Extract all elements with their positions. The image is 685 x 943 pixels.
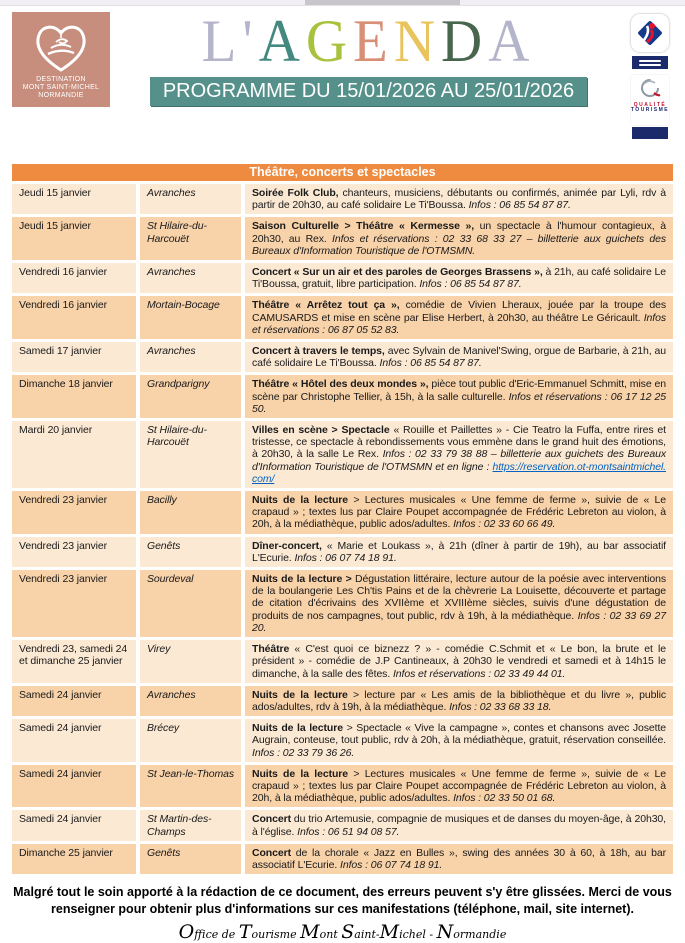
- event-description: [245, 375, 673, 418]
- event-date: Samedi 24 janvier: [12, 810, 136, 840]
- event-description: [245, 640, 673, 683]
- event-location: Avranches: [140, 686, 241, 716]
- event-text-segment: Infos : 06 85 54 87 87.: [419, 278, 522, 291]
- event-row: [12, 810, 673, 840]
- event-text-segment: Concert à travers le temps,: [252, 345, 385, 358]
- qualite-tourisme-logo: [631, 75, 669, 125]
- disclaimer-text: Malgré tout le soin apporté à la rédaction de ce document, des erreurs peuvent s'y être glissées. Merci de vous renseigner pour obtenir plus d'informations sur ces manifestations (téléphone, mail, site internet).: [13, 885, 672, 917]
- event-date: Jeudi 15 janvier: [12, 217, 136, 260]
- event-row: [12, 570, 673, 637]
- page-header: [0, 0, 685, 139]
- event-location: Avranches: [140, 342, 241, 372]
- event-text-segment: Infos : 06 85 54 87 87.: [379, 357, 482, 370]
- event-location: St Hilaire-du-Harcouët: [140, 421, 241, 488]
- event-text-segment: avec Sylvain de Manivel'Swing, orgue de Barbarie, à 21h, au café solidaire Le Ti'Boussa.: [252, 345, 666, 370]
- event-text-segment: Infos : 06 51 94 08 57.: [297, 825, 400, 838]
- destination-mont-saint-michel-logo: [12, 12, 110, 107]
- title-letter: E: [353, 8, 394, 75]
- event-location: Genêts: [140, 537, 241, 567]
- event-text-segment: Infos et réservations : 06 17 12 25 50.: [252, 390, 666, 415]
- event-date: Vendredi 23 janvier: [12, 570, 136, 637]
- event-text-segment: Infos et réservations : 02 33 49 44 01.: [392, 667, 566, 680]
- event-location: St Martin-des-Champs: [140, 810, 241, 840]
- event-location: Virey: [140, 640, 241, 683]
- title-letter: G: [305, 8, 354, 75]
- event-row: [12, 263, 673, 293]
- event-row: [12, 296, 673, 339]
- title-letter: L: [201, 8, 243, 75]
- event-text-segment: Théâtre: [252, 643, 290, 656]
- event-text-segment: Infos : 06 85 54 87 87.: [468, 199, 571, 212]
- event-text-segment: Dégustation littéraire, lecture autour de la poésie avec interventions de la boulangerie Les Ch'tis Pains et de la chèvrerie La Louisette, découverte et partage de citation d'écrivains des XVIIème et XVIIIème siècles, suivis d'une dégustation de produits de nos campagnes, tout public, rdv à 19h, à la médiathèque.: [252, 573, 666, 622]
- event-location: Grandparigny: [140, 375, 241, 418]
- event-text-segment: > lecture par « Les amis de la bibliothèque et du livre », public ados/adultes, rdv à 19h, à la médiathèque.: [252, 688, 666, 713]
- event-text-segment: Infos : 02 33 68 33 18.: [449, 700, 552, 713]
- event-description: [245, 184, 673, 214]
- event-description: [245, 342, 673, 372]
- title-letter: D: [441, 8, 489, 75]
- event-text-segment: > Lectures musicales « Une femme de ferme », suivie de « Le crapaud » ; textes lus par Claire Poupet accompagnée de Frédéric Lebreton au violon, à 20h, à la médiathèque, public ados/adultes.: [252, 767, 666, 805]
- event-description: [245, 719, 673, 762]
- event-row: [12, 217, 673, 260]
- event-text-segment: Dîner-concert,: [252, 539, 322, 552]
- event-text-segment: un spectacle à l'humour contagieux, à 20h30, au Rex.: [252, 220, 666, 245]
- event-row: [12, 375, 673, 418]
- event-date: Vendredi 23 janvier: [12, 537, 136, 567]
- programme-banner: PROGRAMME DU 15/01/2026 AU 25/01/2026: [150, 77, 587, 106]
- event-description: [245, 765, 673, 808]
- event-row: [12, 491, 673, 534]
- event-description: [245, 686, 673, 716]
- title-letter: N: [393, 8, 442, 75]
- event-location: Mortain-Bocage: [140, 296, 241, 339]
- event-description: [245, 296, 673, 339]
- title-letter: A: [488, 8, 536, 75]
- event-location: Avranches: [140, 184, 241, 214]
- event-date: Samedi 24 janvier: [12, 686, 136, 716]
- event-date: Vendredi 16 janvier: [12, 296, 136, 339]
- heart-mont-icon: [30, 18, 92, 74]
- title-letter: A: [258, 8, 306, 75]
- events-table-body: [12, 184, 673, 874]
- event-text-segment: Nuits de la lecture: [252, 688, 348, 701]
- event-text-segment: pièce tout public d'Eric-Emmanuel Schmitt, mise en scène par Christophe Tellier, à 15h, à la salle culturelle.: [252, 378, 666, 403]
- event-description: [245, 491, 673, 534]
- event-row: [12, 765, 673, 808]
- event-location: St Jean-le-Thomas: [140, 765, 241, 808]
- event-date: Jeudi 15 janvier: [12, 184, 136, 214]
- section-title: Théâtre, concerts et spectacles: [12, 164, 673, 181]
- event-text-segment: Infos et réservations : 02 33 68 33 27 – billetterie aux guichets des Bureaux d'Information Touristique de l'OTMSMN.: [252, 232, 666, 257]
- event-text-segment: Soirée Folk Club,: [252, 187, 339, 199]
- event-text-segment: Concert « Sur un air et des paroles de Georges Brassens »,: [252, 266, 543, 279]
- event-text-segment: Infos : 02 33 79 38 88 – billetterie aux guichets des Bureaux d'Information Touristique de l'OTMSMN et en ligne :: [252, 448, 666, 473]
- event-text-segment: à 21h, au café solidaire Le Ti'Boussa, gratuit, libre participation.: [252, 266, 666, 291]
- event-text-segment: > Spectacle « Vive la campagne », contes et chansons avec Josette Augrain, conteuse, tout public, rdv à 20h, à la médiathèque, gratuit, réservation conseillée.: [252, 722, 666, 747]
- event-row: [12, 844, 673, 874]
- engagement-label: [632, 56, 668, 69]
- event-text-segment: Infos : 02 33 50 01 68.: [453, 792, 556, 805]
- office-tourisme-france-icon: [631, 14, 669, 52]
- event-date: Vendredi 23 janvier: [12, 491, 136, 534]
- event-description: [245, 537, 673, 567]
- event-text-segment: de la chorale « Jazz en Bulles », swing des années 30 à 60, à 18h, au bar associatif L'Ecurie.: [252, 846, 666, 871]
- event-text-segment: « Rouille et Paillettes » - Cie Teatro la Fuffa, entre rires et tristesse, ce spectacle à rebondissements vous emmène dans le grand huit des émotions, à 20h30, à la salle Le Rex.: [252, 424, 666, 461]
- event-text-segment: Concert: [252, 846, 291, 859]
- event-row: [12, 342, 673, 372]
- event-text-segment: Infos : 06 07 74 18 91.: [340, 858, 443, 871]
- logo-line-3: NORMANDIE: [38, 92, 84, 99]
- certification-logos: [627, 14, 673, 139]
- event-date: Dimanche 25 janvier: [12, 844, 136, 874]
- event-date: Vendredi 16 janvier: [12, 263, 136, 293]
- event-text-segment: Villes en scène > Spectacle: [252, 424, 390, 437]
- qualite-text: QUALITÉ: [633, 102, 667, 108]
- event-location: Brécey: [140, 719, 241, 762]
- event-date: Dimanche 18 janvier: [12, 375, 136, 418]
- event-location: Sourdeval: [140, 570, 241, 637]
- event-text-segment: « C'est quoi ce biznezz ? » - comédie C.Schmit et « Le bon, la brute et le président » - comédie de J.P Cantineaux, à 20h30 le vendredi et samedi et à 14h15 le dimanche, à la salle des fêtes.: [252, 643, 666, 680]
- event-description: [245, 570, 673, 637]
- event-location: Avranches: [140, 263, 241, 293]
- event-row: [12, 640, 673, 683]
- signature: Ofice de Tourisme Mont Saint-Michel - Normandie: [178, 921, 507, 943]
- event-date: Samedi 17 janvier: [12, 342, 136, 372]
- event-description: [245, 263, 673, 293]
- event-description: [245, 810, 673, 840]
- event-text-segment: comédie de Vivien Lheraux, jouée par la troupe des CAMUSARDS et mise en scène par Elise Herbert, à 20h30, au théâtre Le Géricault.: [252, 299, 666, 324]
- event-row: [12, 421, 673, 488]
- event-text-segment: Théâtre « Hôtel des deux mondes »,: [252, 378, 429, 391]
- event-text-segment: Théâtre « Arrêtez tout ça »,: [252, 299, 400, 312]
- title-letter: ': [242, 8, 259, 75]
- qualite-q-icon: [636, 75, 664, 103]
- navy-footer-block: [632, 127, 668, 139]
- event-text-segment: « Marie et Loukass », à 21h (dîner à partir de 19h), au bar associatif L'Ecurie.: [252, 539, 666, 564]
- event-location: St Hilaire-du-Harcouët: [140, 217, 241, 260]
- event-description: [245, 217, 673, 260]
- logo-line-1: DESTINATION: [36, 76, 86, 83]
- event-text-segment: du trio Artemusie, compagnie de musiques et de danses du moyen-âge, à 20h30, à l'église.: [252, 813, 666, 838]
- event-text-segment: Saison Culturelle > Théâtre « Kermesse »,: [252, 220, 475, 233]
- event-text-segment: Infos : 06 07 74 18 91.: [294, 551, 397, 564]
- event-date: Mardi 20 janvier: [12, 421, 136, 488]
- event-location: Bacilly: [140, 491, 241, 534]
- tourisme-text: TOURISME: [630, 107, 670, 113]
- event-row: [12, 686, 673, 716]
- horizontal-scrollbar-thumb[interactable]: [305, 0, 460, 5]
- event-text-segment: Infos et réservations : 06 87 05 52 83.: [252, 311, 666, 336]
- logo-line-2: MONT SAINT-MICHEL: [22, 84, 100, 91]
- event-text-segment: Nuits de la lecture: [252, 494, 349, 507]
- event-text-segment: Nuits de la lecture: [252, 767, 349, 780]
- event-text-segment: > Lectures musicales « Une femme de ferme », suivie de « Le crapaud » ; textes lus par Claire Poupet accompagnée de Frédéric Lebreton au violon, à 20h, à la médiathèque, public ados/adultes.: [252, 494, 666, 531]
- event-text-segment: Nuits de la lecture: [252, 722, 343, 735]
- event-text-segment: Concert: [252, 813, 291, 826]
- event-date: Vendredi 23, samedi 24 et dimanche 25 janvier: [12, 640, 136, 683]
- horizontal-scrollbar[interactable]: [0, 0, 685, 6]
- event-row: [12, 719, 673, 762]
- event-date: Samedi 24 janvier: [12, 765, 136, 808]
- event-description: [245, 421, 673, 488]
- event-link[interactable]: https://reservation.ot-montsaintmichel.com/: [252, 460, 666, 485]
- event-location: Genêts: [140, 844, 241, 874]
- event-text-segment: Infos : 02 33 79 36 26.: [252, 746, 355, 759]
- event-description: [245, 844, 673, 874]
- event-text-segment: Infos : 02 33 69 27 20.: [252, 609, 666, 634]
- event-text-segment: Nuits de la lecture >: [252, 573, 352, 586]
- agenda-title: [201, 8, 536, 75]
- event-text-segment: chanteurs, musiciens, débutants ou confirmés, animée par Lyli, rdv à partir de 20h30, au café solidaire Le Ti'Boussa.: [252, 187, 666, 212]
- event-date: Samedi 24 janvier: [12, 719, 136, 762]
- event-row: [12, 537, 673, 567]
- event-row: [12, 184, 673, 214]
- event-text-segment: Infos : 02 33 60 66 49.: [453, 518, 556, 531]
